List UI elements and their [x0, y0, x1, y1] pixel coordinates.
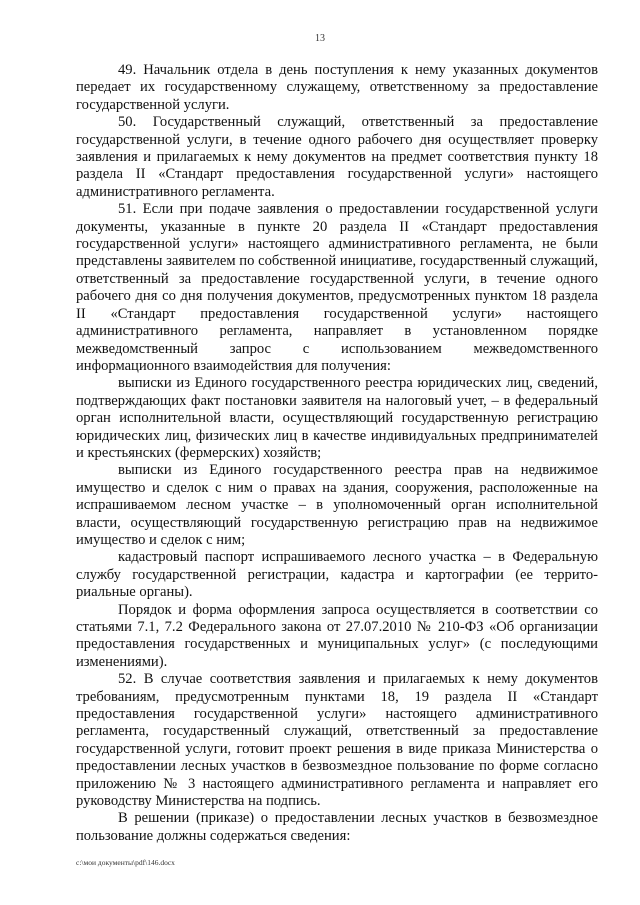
paragraph-decision-contents: В решении (приказе) о предоставлении лесных участков в безвозмездное пользование должны содержаться сведения: [76, 810, 598, 844]
paragraph-51-item-egrul: выписки из Единого государственного реестра юридических лиц, сведений, подтверждающих факт постановки заявителя на налоговый учет, – в федеральный орган исполнительной власти, осуществляющий государственную регистрацию юридических лиц, физических лиц в качестве индивидуальных предпринимателей и крестьянских (фермерских) хозяйств; [76, 375, 598, 461]
footer-file-path: c:\мои документы\pdf\146.docx [76, 858, 175, 867]
paragraph-49: 49. Начальник отдела в день поступления к нему указанных документов передает их государственному служащему, ответственному за предоставление государственной услуги. [76, 62, 598, 113]
paragraph-50: 50. Государственный служащий, ответственный за предоставление государственной услуги, в течение одного рабочего дня осуществляет проверку заявления и прилагаемых к нему документов на предмет соответствия пункту 18 раздела II «Стандарт предоставления государственной услуги» настоящего административного регламента. [76, 114, 598, 200]
paragraph-51-item-egrp: выписки из Единого государственного реестра прав на недвижимое имущество и сделок с ним о правах на здания, сооружения, расположенные на испрашиваемом лесном участке – в уполномоченный орган исполнительной власти, осуществляющий государственную регистрацию прав на недвижимое имущество и сделок с ним; [76, 462, 598, 548]
paragraph-51-item-cadastre: кадастровый паспорт испрашиваемого лесного участка – в Федеральную службу государственной регистрации, кадастра и картографии (ее территориальные органы). [76, 549, 598, 601]
paragraph-51: 51. Если при подаче заявления о предоставлении государственной услуги документы, указанные в пункте 20 раздела II «Стандарт предоставления государственной услуги» настоящего административного регламента, не были представлены заявителем по собственной инициативе, государственный служащий, ответственный за предоставление государственной услуги, в течение одного рабочего дня со дня получения документов, предусмотренных пунктом 18 раздела II «Стандарт предоставления государственной услуги» настоящего административного регламента, направляет в установленном порядке межведомственный запрос с использованием межведомственного информационного взаимодействия для получения: [76, 201, 598, 374]
paragraph-request-procedure: Порядок и форма оформления запроса осуществляется в соответствии со статьями 7.1, 7.2 Федерального закона от 27.07.2010 № 210-ФЗ «Об организации предоставления государственных и муниципальных услуг» (с последующими изменениями). [76, 601, 598, 670]
document-body [76, 62, 598, 845]
paragraph-52: 52. В случае соответствия заявления и прилагаемых к нему документов требованиям, предусмотренным пунктами 18, 19 раздела II «Стандарт предоставления государственной услуги» настоящего административного регламента, государственный служащий, ответственный за предоставление государственной услуги, готовит проект решения в виде приказа Министерства о предоставлении лесных участков в безвозмездное пользование по форме согласно приложению № 3 настоящего административного регламента и направляет его руководству Министерства на подпись. [76, 671, 598, 810]
page-number: 13 [315, 33, 325, 44]
